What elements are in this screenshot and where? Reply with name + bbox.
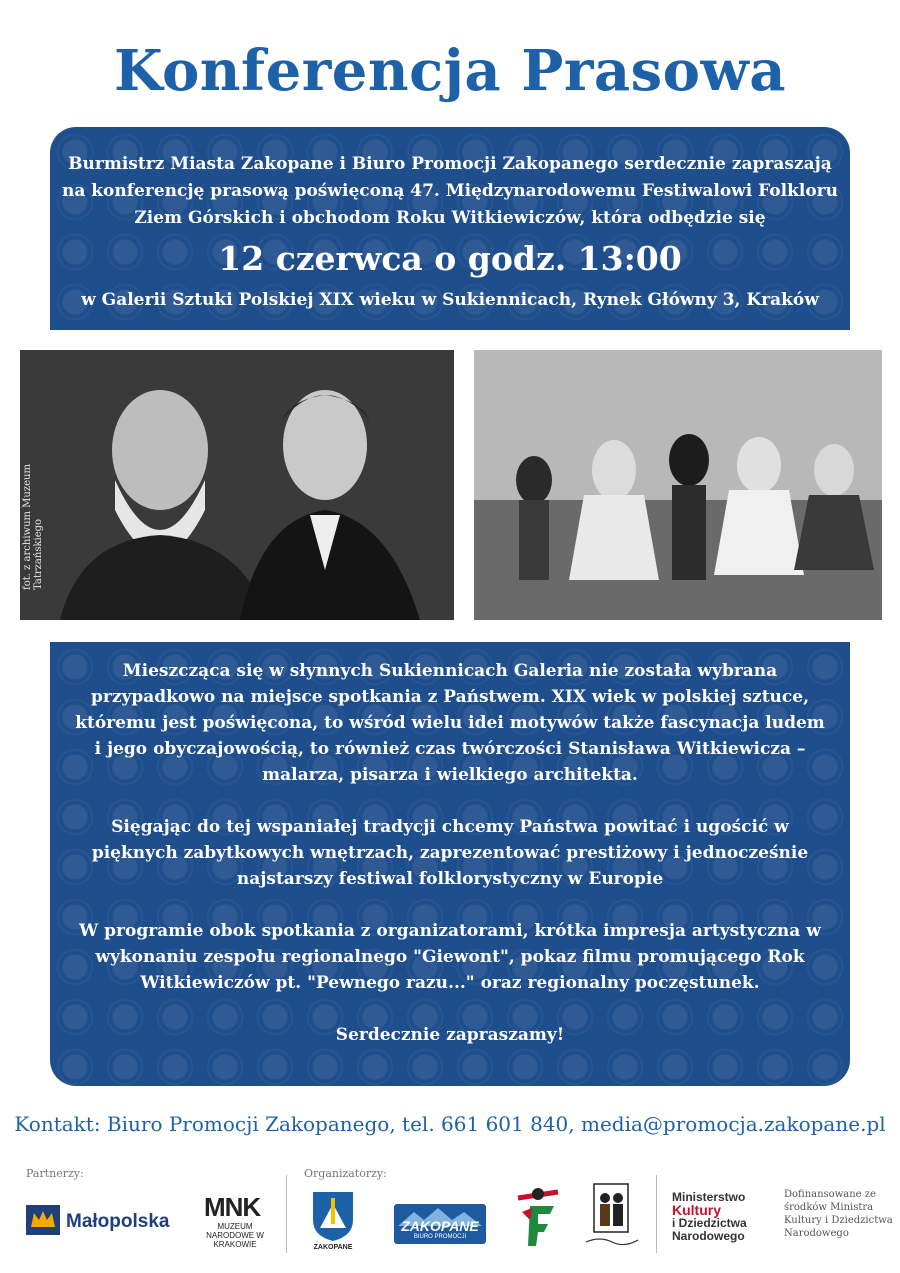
- zakopane-promo-subtext: BIURO PROMOCJI: [413, 1234, 467, 1240]
- malopolska-logo-text: Małopolska: [66, 1211, 170, 1232]
- description-paragraph-3: W programie obok spotkania z organizatorami, krótka impresja artystyczna w wykonaniu zespołu regionalnego "Giewont", pokaz filmu promującego Rok Witkiewiczów pt. "Pewnego razu..." oraz regionalny poczęstunek.: [79, 921, 821, 993]
- witkiewicz-figures-icon: [580, 1180, 642, 1252]
- ministry-line-1: Ministerstwo: [672, 1190, 746, 1204]
- ministry-logo: [672, 1191, 747, 1243]
- invitation-intro: Burmistrz Miasta Zakopane i Biuro Promocji Zakopanego serdecznie zapraszają na konferencję prasową poświęconą 47. Międzynarodowemu Festiwalowi Folkloru Ziem Górskich i obchodom Roku Witkiewiczów, która odbędzie się: [61, 154, 839, 228]
- rok-witkiewiczow-logo: [580, 1180, 642, 1256]
- festival-f-icon: [510, 1184, 566, 1250]
- ministry-line-4: Narodowego: [672, 1229, 745, 1243]
- description-paragraph-1: Mieszcząca się w słynnych Sukiennicach Galeria nie została wybrana przypadkowo na miejsce spotkania z Państwem. XIX wiek w polskiej sztuce, któremu jest poświęcona, to wśród wielu idei motywów także fascynacja ludem i jego obyczajowością, to również czas twórczości Stanisława Witkiewicza – malarza, pisarza i wielkiego architekta.: [75, 661, 825, 785]
- description-paragraph-2: Sięgając do tej wspaniałej tradycji chcemy Państwa powitać i ugościć w pięknych zabytkowych wnętrzach, zaprezentować prestiżowy i jednocześnie najstarszy festiwal folklorystyczny w Europie: [91, 817, 809, 889]
- dancers-illustration: [474, 350, 882, 620]
- zakopane-crest-icon: [310, 1190, 356, 1242]
- event-date: 12 czerwca o godz. 13:00: [218, 239, 682, 278]
- zakopane-crest-logo: [310, 1190, 356, 1246]
- partners-label: Partnerzy:: [26, 1167, 84, 1180]
- contact-info: Kontakt: Biuro Promocji Zakopanego, tel. 661 601 840, media@promocja.zakopane.pl: [14, 1112, 886, 1136]
- ministry-line-2: Kultury: [672, 1202, 721, 1218]
- footer-divider: [656, 1175, 657, 1253]
- invitation-panel: [50, 127, 850, 330]
- zakopane-promo-text: ZAKOPANE: [401, 1218, 479, 1234]
- event-venue: w Galerii Sztuki Polskiej XIX wieku w Sukiennicach, Rynek Główny 3, Kraków: [81, 290, 819, 310]
- description-panel: [50, 642, 850, 1086]
- organizers-label: Organizatorzy:: [304, 1167, 387, 1180]
- portrait-illustration: [20, 350, 454, 620]
- malopolska-logo: [26, 1205, 60, 1239]
- page-title: Konferencja Prasowa: [114, 38, 786, 104]
- footer-divider: [286, 1175, 287, 1253]
- mnk-logo-text: MUZEUM NARODOWE W KRAKOWIE: [206, 1222, 264, 1249]
- witkiewicz-portrait-photo: [20, 350, 454, 620]
- folk-dancers-photo: [474, 350, 882, 620]
- photo-caption: fot. z archiwum Muzeum Tatrzańskiego: [22, 464, 44, 590]
- zakopane-crest-label: ZAKOPANE: [313, 1244, 353, 1251]
- closing-invitation: Serdecznie zapraszamy!: [335, 1025, 565, 1045]
- zakopane-promo-logo: [394, 1204, 486, 1244]
- ministry-line-3: i Dziedzictwa: [672, 1216, 747, 1230]
- funding-note: Dofinansowane ze środków Ministra Kultury i Dziedzictwa Narodowego: [784, 1189, 893, 1239]
- malopolska-crown-icon: [26, 1205, 60, 1235]
- festival-logo: [510, 1184, 566, 1254]
- mnk-logo-mark: MNK: [204, 1192, 261, 1222]
